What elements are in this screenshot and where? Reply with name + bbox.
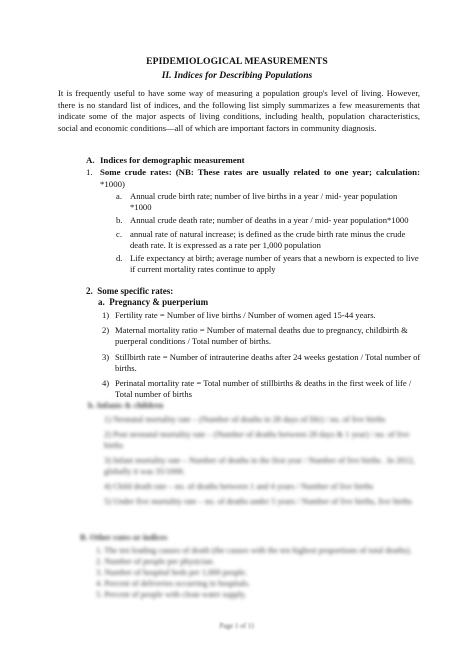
other-rates-list [96,545,416,600]
list-item: 1) Neonatal mortality rate – (Number of deaths in 28 days of life) / no. of live births [104,415,386,424]
list-item: d. Life expectancy at birth; average number of years that a newborn is expected to live if current mortality rates continue to apply [116,253,419,275]
list-item: 5. Percent of people with clean water supply. [96,590,247,599]
list-item: c. annual rate of natural increase; is defined as the crude birth rate minus the crude death rate. It is expressed as a rate per 1,000 population [116,228,406,250]
page-subtitle [0,70,474,81]
section-2a-heading: a. Pregnancy & puerperium [98,297,209,307]
list-item: 2. Number of people per physician. [96,557,215,566]
page-footer: Page 1 of 11 [219,622,255,630]
page-title: EPIDEMIOLOGICAL MEASUREMENTS [146,56,328,67]
section-a-label: A. [86,155,95,165]
pregnancy-rates-list [102,310,422,404]
list-item: 1) Fertility rate = Number of live births / Number of women aged 15-44 years. [102,310,376,320]
infants-heading: b. Infants & children [88,401,164,410]
list-item: 3. Number of hospital beds per 1,000 people. [96,568,248,577]
section-2-heading: 2. Some specific rates: [86,286,174,296]
crude-rates-number: 1. [86,167,93,177]
list-item: 2) Maternal mortality ratio = Number of maternal deaths due to pregnancy, childbirth & puerperal conditions / Total number of births. [102,325,408,347]
list-item: 4) Perinatal mortality rate = Total number of stillbirths & deaths in the first week of life / Total number of births [102,378,412,400]
list-item: 1. The ten leading causes of death (the causes with the ten highest proportions of total deaths). [96,546,412,555]
subtitle-text: Indices for Describing Populations [173,70,313,81]
list-item: 2) Post neonatal mortality rate – (Number of deaths between 28 days & 1 year) / no. of live births [104,430,410,450]
subtitle-prefix: II. [161,70,172,81]
list-item: 3) Infant mortality rate – Number of deaths in the first year / Number of live births . In 2012, globally it was 35/1000. [104,456,415,476]
infants-list [104,414,420,511]
list-item: 3) Stillbirth rate = Number of intrauterine deaths after 24 weeks gestation / Total number of births. [102,351,421,373]
list-item: 4. Percent of deliveries occurring in hospitals. [96,579,250,588]
other-rates-heading: B. Other rates or indices [80,533,168,542]
list-item: a. Annual crude birth rate; number of live births in a year / mid- year population *1000 [116,191,398,213]
crude-rates-heading: Some crude rates: (NB: These rates are usually related to one year; calculation: [100,167,420,177]
section-a-text: Indices for demographic measurement [100,155,245,165]
section-a-heading [86,155,245,165]
list-item: b. Annual crude death rate; number of deaths in a year / mid- year population*1000 [116,215,409,226]
crude-rates-item [86,167,420,190]
intro-paragraph: It is frequently useful to have some way of measuring a population group's level of living. However, there is no standard list of indices, and the following list simply summarizes a few measurements that indicate some of the major aspects of living conditions, including health, population characteristics, social and economic conditions—all of which are important factors in community diagnosis. [58,88,420,133]
list-item: 5) Under five mortality rate – no. of deaths under 5 years / Number of live births, live births [104,497,412,506]
crude-rates-note: *1000) [100,178,125,189]
list-item: 4) Child death rate – no. of deaths between 1 and 4 years / Number of live births [104,482,374,491]
crude-rates-list [116,191,420,277]
